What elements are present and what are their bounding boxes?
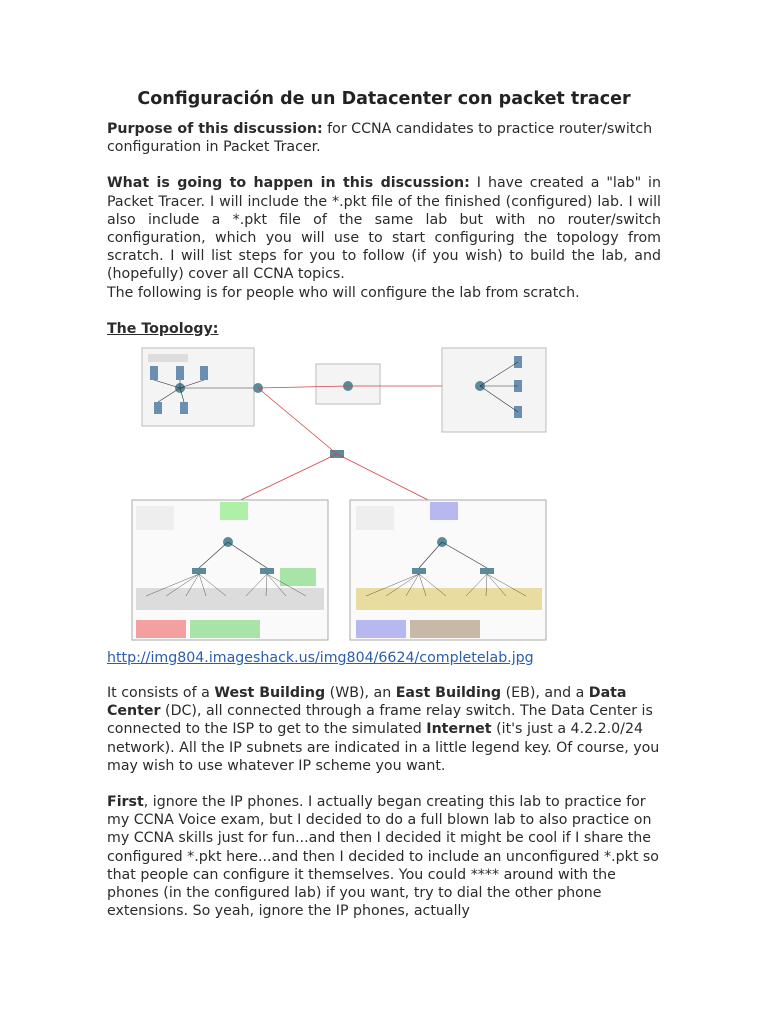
following-text: The following is for people who will configure the lab from scratch. xyxy=(107,284,580,301)
happen-label: What is going to happen in this discussion: xyxy=(107,175,470,192)
consists-text-5: (it's just a 4.2.2.0/24 network). All the IP subnets are indicated in a little legend key. Of course, you may wish to use whatever IP scheme you want. xyxy=(107,721,660,774)
happen-text: I have created a "lab" in Packet Tracer. I will include the *.pkt file of the finished (configured) lab. I will also include a *.pkt file of the same lab but with no router/switch configuration, which you will use to start configuring the topology from scratch. I will list steps for you to follow (if you wish) to build the lab, and (hopefully) cover all CCNA topics. xyxy=(107,175,661,283)
happen-paragraph xyxy=(107,174,661,283)
document-body-continued xyxy=(107,684,661,920)
purpose-label: Purpose of this discussion: xyxy=(107,121,323,137)
consists-text-1: It consists of a xyxy=(107,685,215,701)
purpose-paragraph xyxy=(107,120,661,156)
purpose-text: for CCNA candidates to practice router/switch configuration in Packet Tracer. xyxy=(107,121,653,156)
internet-box xyxy=(442,348,546,432)
first-paragraph xyxy=(107,793,661,920)
image-link[interactable]: http://img804.imageshack.us/img804/6624/completelab.jpg xyxy=(107,650,534,666)
page-title: Configuración de un Datacenter con packet tracer xyxy=(137,89,631,109)
document-body xyxy=(107,88,661,338)
first-label: First xyxy=(107,794,144,811)
first-text: , ignore the IP phones. I actually began creating this lab to practice for my CCNA Voice exam, but I decided to do a full blown lab to also practice on my CCNA skills just for fun...and then I decided it might be cool if I share the configured *.pkt here...and then I decided to include an unconfigured *.pkt so that people can configure it themselves. You could **** around with the phones (in the configured lab) if you want, try to dial the other phone extensions. So yeah, ignore the IP phones, actually xyxy=(107,794,659,920)
internet-label: Internet xyxy=(426,721,492,738)
consists-text-3: (EB), and a xyxy=(501,685,589,701)
east-building-label: East Building xyxy=(395,685,502,701)
consists-paragraph xyxy=(107,684,661,775)
topology-diagram xyxy=(130,344,550,644)
topology-heading: The Topology: xyxy=(107,320,219,337)
data-center-label: Data Center xyxy=(107,685,627,720)
west-building-label: West Building xyxy=(214,685,326,701)
consists-text-2: (WB), an xyxy=(325,685,396,701)
consists-text-4: (DC), all connected through a frame relay switch. The Data Center is connected to the ISP to get to the simulated xyxy=(107,703,653,738)
